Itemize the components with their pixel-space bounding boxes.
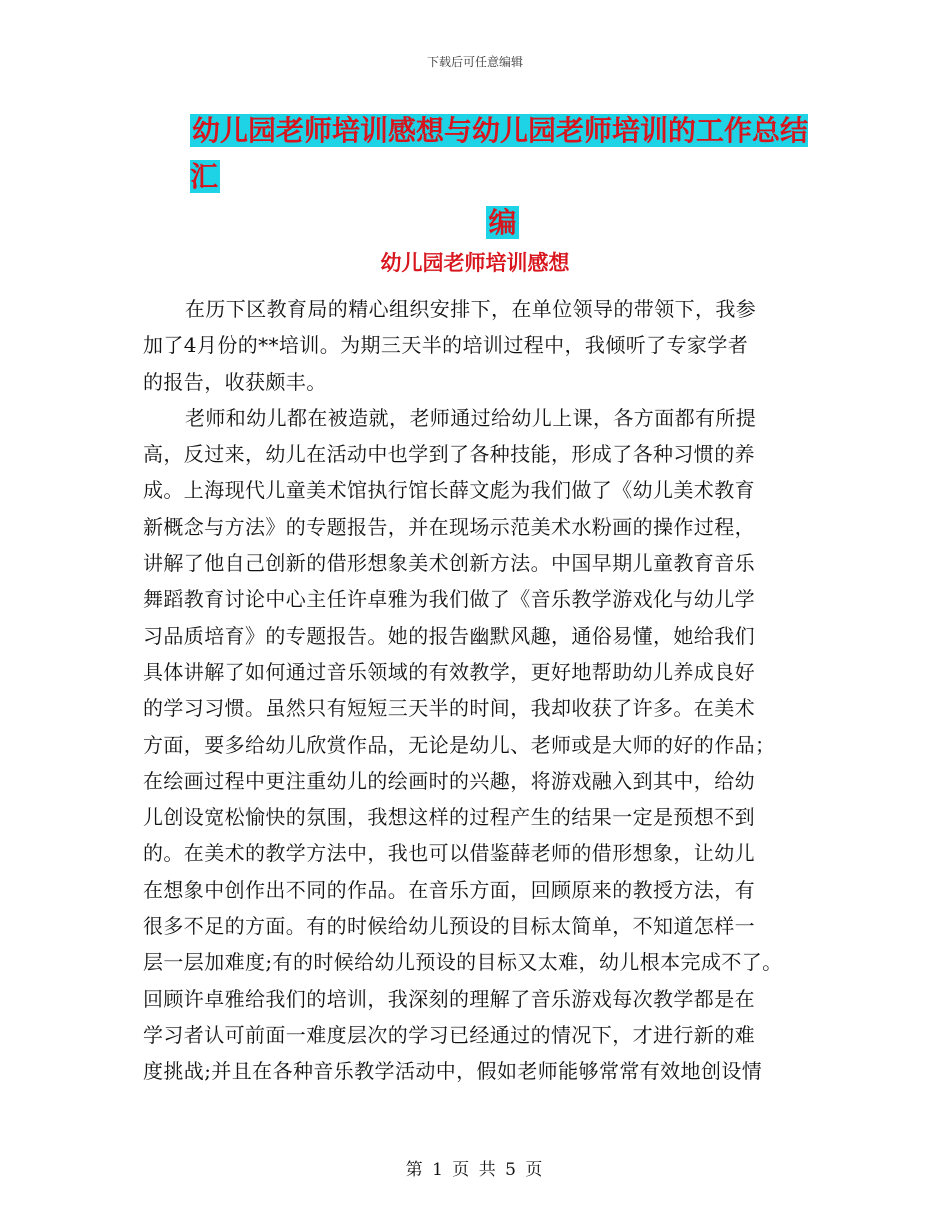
body-line: 在想象中创作出不同的作品。在音乐方面，回顾原来的教授方法，有 [143, 877, 755, 902]
body-line: 舞蹈教育讨论中心主任许卓雅为我们做了《音乐教学游戏化与幼儿学 [143, 587, 755, 612]
title-line-1-text: 幼儿园老师培训感想与幼儿园老师培训的工作总结汇 [190, 114, 809, 193]
body-line: 层一层加难度;有的时候给幼儿预设的目标又太难，幼儿根本完成不了。 [143, 950, 783, 975]
document-title [190, 108, 815, 246]
title-line-1 [190, 108, 815, 200]
body-line: 成。上海现代儿童美术馆执行馆长薛文彪为我们做了《幼儿美术教育 [143, 478, 755, 503]
body-line: 老师和幼儿都在被造就，老师通过给幼儿上课，各方面都有所提 [185, 405, 757, 430]
page-footer: 第 1 页 共 5 页 [405, 1160, 545, 1180]
body-line: 在历下区教育局的精心组织安排下，在单位领导的带领下，我参 [185, 297, 757, 321]
document-body [143, 291, 823, 1090]
body-line: 的学习习惯。虽然只有短短三天半的时间，我却收获了许多。在美术 [143, 696, 755, 721]
body-line: 在绘画过程中更注重幼儿的绘画时的兴趣，将游戏融入到其中，给幼 [143, 768, 755, 793]
body-line: 加了4月份的**培训。为期三天半的培训过程中，我倾听了专家学者 [143, 333, 749, 358]
body-line: 高，反过来，幼儿在活动中也学到了各种技能，形成了各种习惯的养 [143, 442, 755, 467]
header-note: 下载后可任意编辑 [426, 55, 523, 69]
title-line-2-text: 编 [488, 206, 517, 239]
body-line: 度挑战;并且在各种音乐教学活动中，假如老师能够常常有效地创设情 [143, 1059, 763, 1084]
body-line: 新概念与方法》的专题报告，并在现场示范美术水粉画的操作过程， [143, 514, 755, 539]
title-line-2 [190, 200, 815, 246]
body-line: 方面，要多给幼儿欣赏作品，无论是幼儿、老师或是大师的好的作品； [143, 732, 776, 757]
body-line: 讲解了他自己创新的借形想象美术创新方法。中国早期儿童教育音乐 [143, 551, 755, 576]
body-line: 习品质培育》的专题报告。她的报告幽默风趣，通俗易懂，她给我们 [143, 623, 755, 648]
body-line: 具体讲解了如何通过音乐领域的有效教学，更好地帮助幼儿养成良好 [143, 659, 755, 684]
body-line: 回顾许卓雅给我们的培训，我深刻的理解了音乐游戏每次教学都是在 [143, 986, 755, 1011]
body-line: 学习者认可前面一难度层次的学习已经通过的情况下，才进行新的难 [143, 1022, 755, 1047]
section-title: 幼儿园老师培训感想 [380, 251, 570, 275]
body-line: 儿创设宽松愉快的氛围，我想这样的过程产生的结果一定是预想不到 [143, 805, 755, 830]
body-line: 的。在美术的教学方法中，我也可以借鉴薛老师的借形想象，让幼儿 [143, 841, 755, 866]
body-line: 的报告，收获颇丰。 [143, 369, 327, 394]
body-line: 很多不足的方面。有的时候给幼儿预设的目标太简单，不知道怎样一 [143, 914, 755, 939]
